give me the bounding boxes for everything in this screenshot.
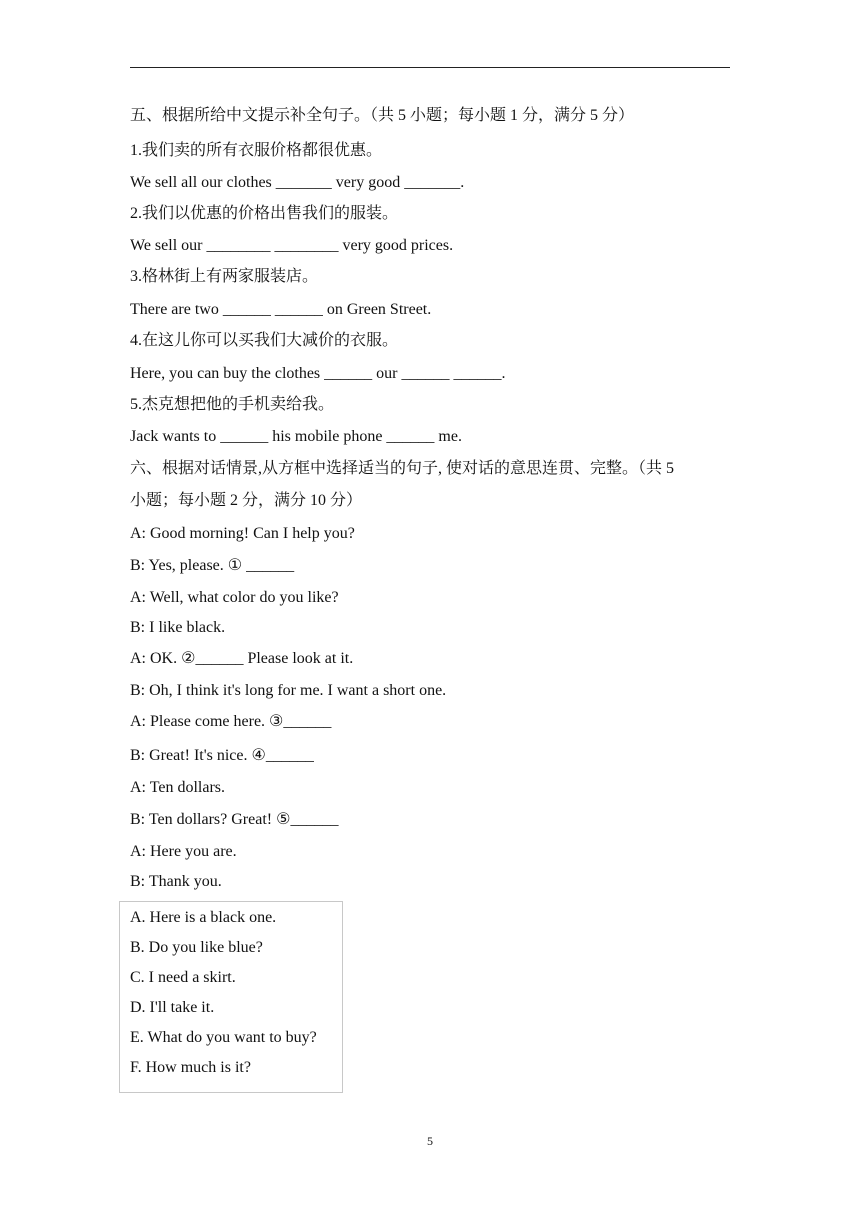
dialogue-line: B: Ten dollars? Great! ⑤______ bbox=[130, 811, 339, 828]
dialogue-line: A: Please come here. ③______ bbox=[130, 713, 332, 730]
option-item: D. I'll take it. bbox=[130, 999, 215, 1016]
option-item: F. How much is it? bbox=[130, 1059, 251, 1076]
dialogue-line: A: Ten dollars. bbox=[130, 779, 226, 796]
section5-item3-en: There are two ______ ______ on Green Street. bbox=[130, 301, 432, 318]
section5-item1-en: We sell all our clothes _______ very good _______. bbox=[130, 174, 465, 191]
section6-heading-line1: 六、根据对话情景,从方框中选择适当的句子, 使对话的意思连贯、完整。（共 5 bbox=[130, 460, 675, 477]
dialogue-line: A: Here you are. bbox=[130, 843, 237, 860]
dialogue-line: A: Good morning! Can I help you? bbox=[130, 525, 355, 542]
section5-item4-cn: 4.在这儿你可以买我们大减价的衣服。 bbox=[130, 332, 399, 349]
section5-item5-cn: 5.杰克想把他的手机卖给我。 bbox=[130, 396, 335, 413]
section5-item5-en: Jack wants to ______ his mobile phone ______ me. bbox=[130, 428, 462, 445]
section5-item2-en: We sell our ________ ________ very good prices. bbox=[130, 237, 454, 254]
section5-item3-cn: 3.格林街上有两家服装店。 bbox=[130, 268, 319, 285]
option-item: A. Here is a black one. bbox=[130, 909, 277, 926]
option-item: E. What do you want to buy? bbox=[130, 1029, 317, 1046]
section5-item4-en: Here, you can buy the clothes ______ our ______ ______. bbox=[130, 365, 506, 382]
dialogue-line: B: Great! It's nice. ④______ bbox=[130, 747, 314, 764]
section5-item1-cn: 1.我们卖的所有衣服价格都很优惠。 bbox=[130, 142, 383, 159]
dialogue-line: B: I like black. bbox=[130, 619, 226, 636]
dialogue-line: B: Thank you. bbox=[130, 873, 222, 890]
section5-item2-cn: 2.我们以优惠的价格出售我们的服装。 bbox=[130, 205, 399, 222]
page-number: 5 bbox=[427, 1134, 433, 1148]
dialogue-line: A: Well, what color do you like? bbox=[130, 589, 339, 606]
section5-heading: 五、根据所给中文提示补全句子。（共 5 小题；每小题 1 分，满分 5 分） bbox=[130, 107, 635, 124]
dialogue-line: B: Yes, please. ① ______ bbox=[130, 557, 295, 574]
section6-heading-line2: 小题；每小题 2 分，满分 10 分） bbox=[130, 492, 363, 509]
option-item: C. I need a skirt. bbox=[130, 969, 236, 986]
header-rule bbox=[130, 67, 730, 68]
option-item: B. Do you like blue? bbox=[130, 939, 263, 956]
dialogue-line: B: Oh, I think it's long for me. I want a short one. bbox=[130, 682, 447, 699]
dialogue-line: A: OK. ②______ Please look at it. bbox=[130, 650, 354, 667]
